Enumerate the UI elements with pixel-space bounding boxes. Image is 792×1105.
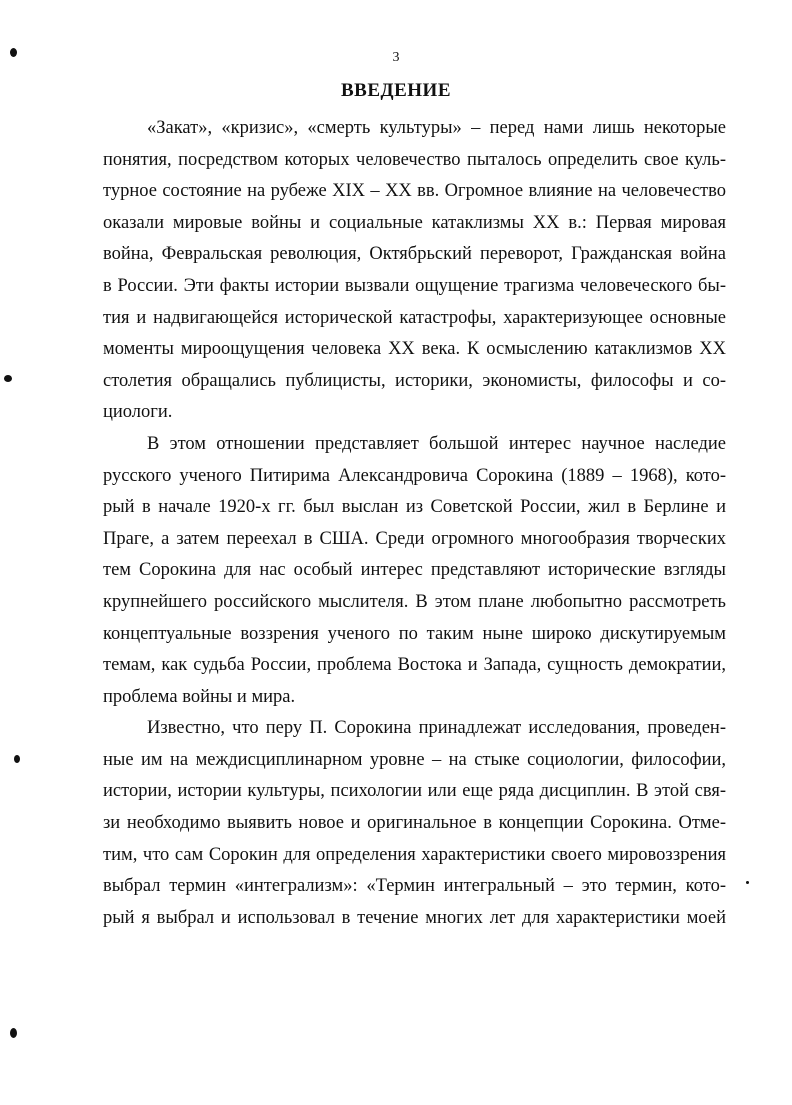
- text-line: «Закат», «кризис», «смерть культуры» – перед нами лишь некоторые: [147, 118, 726, 138]
- scan-mark: [14, 755, 20, 763]
- text-line: русского ученого Питирима Александровича Сорокина (1889 – 1968), кото-: [103, 465, 726, 486]
- text-line: концептуальные воззрения ученого по таким ныне широко дискутируемым: [103, 623, 726, 644]
- text-line: тим, что сам Сорокин для определения характеристики своего мировоззрения: [103, 844, 726, 865]
- text-line: в России. Эти факты истории вызвали ощущение трагизма человеческого бы-: [103, 275, 726, 296]
- page-number: 3: [392, 50, 400, 65]
- text-line: столетия обращались публицисты, историки, экономисты, философы и со-: [103, 370, 726, 391]
- text-line: Известно, что перу П. Сорокина принадлежат исследования, проведен-: [147, 718, 726, 739]
- text-line: Праге, а затем переехал в США. Среди огромного многообразия творческих: [103, 528, 726, 549]
- text-line: крупнейшего российского мыслителя. В этом плане любопытно рассмотреть: [103, 591, 726, 612]
- paragraph-3: [103, 713, 726, 934]
- scan-mark: [746, 881, 749, 884]
- text-line: зи необходимо выявить новое и оригинальное в концепции Сорокина. Отме-: [103, 813, 726, 834]
- text-line: циологи.: [103, 402, 173, 423]
- text-line: понятия, посредством которых человечество пыталось определить свое куль-: [103, 149, 726, 170]
- text-line: война, Февральская революция, Октябрьский переворот, Гражданская война: [103, 244, 726, 265]
- text-line: рый в начале 1920-х гг. был выслан из Советской России, жил в Берлине и: [103, 497, 726, 518]
- text-line: моменты мироощущения человека XX века. К осмыслению катаклизмов XX: [103, 339, 726, 360]
- scan-mark: [4, 375, 12, 382]
- text-line: истории, истории культуры, психологии или еще ряда дисциплин. В этой свя-: [103, 781, 726, 802]
- text-line: выбрал термин «интегрализм»: «Термин интегральный – это термин, кото-: [103, 876, 726, 897]
- text-line: турное состояние на рубеже XIX – XX вв. Огромное влияние на человечество: [103, 181, 726, 202]
- text-line: оказали мировые войны и социальные катаклизмы XX в.: Первая мировая: [103, 212, 726, 233]
- text-line: проблема войны и мира.: [103, 686, 296, 707]
- body-text: [103, 113, 726, 934]
- text-line: темам, как судьба России, проблема Востока и Запада, сущность демократии,: [103, 655, 726, 676]
- page-title: ВВЕДЕНИЕ: [341, 80, 451, 101]
- text-line: В этом отношении представляет большой интерес научное наследие: [147, 433, 726, 454]
- scan-mark: [10, 48, 17, 57]
- text-line: рый я выбрал и использовал в течение многих лет для характеристики моей: [103, 907, 726, 928]
- text-line: тия и надвигающейся исторической катастрофы, характеризующее основные: [103, 307, 726, 328]
- text-line: ные им на междисциплинарном уровне – на стыке социологии, философии,: [103, 749, 726, 770]
- text-line: тем Сорокина для нас особый интерес представляют исторические взгляды: [103, 560, 726, 581]
- scan-mark: [10, 1028, 17, 1038]
- paragraph-1: [103, 113, 726, 429]
- paragraph-2: [103, 429, 726, 713]
